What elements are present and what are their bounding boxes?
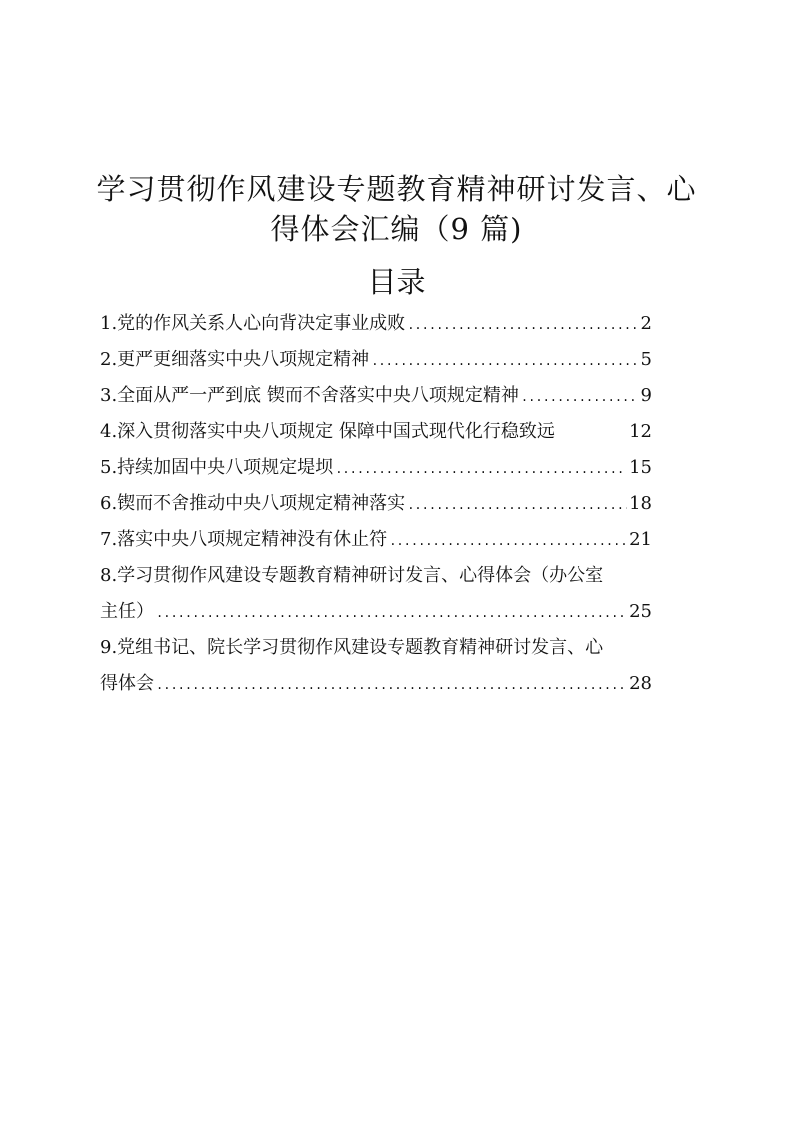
toc-entry-title: 2.更严更细落实中央八项规定精神 <box>100 349 370 370</box>
toc-entry-title: 1.党的作风关系人心向背决定事业成败 <box>100 313 406 334</box>
document-title <box>80 169 713 249</box>
toc-entry-title: 6.锲而不舍推动中央八项规定精神落实 <box>100 493 406 514</box>
toc-entry-title: 7.落实中央八项规定精神没有休止符 <box>100 529 388 550</box>
toc-leader <box>371 343 638 379</box>
toc-leader <box>389 523 627 559</box>
toc-entry-page: 12 <box>629 421 652 442</box>
toc-entry-page: 21 <box>629 529 652 550</box>
toc-entry-page: 28 <box>629 673 652 694</box>
toc-leader <box>335 451 627 487</box>
toc-leader <box>407 487 627 523</box>
toc-entry[interactable] <box>100 378 652 414</box>
toc-entry[interactable] <box>100 306 652 342</box>
table-of-contents <box>100 306 652 702</box>
toc-entry-title: 4.深入贯彻落实中央八项规定 保障中国式现代化行稳致远 <box>100 421 555 442</box>
toc-entry-title-line-1: 9.党组书记、院长学习贯彻作风建设专题教育精神研讨发言、心 <box>100 637 604 658</box>
toc-entry-title-line-1: 8.学习贯彻作风建设专题教育精神研讨发言、心得体会（办公室 <box>100 565 604 586</box>
toc-leader <box>156 667 627 703</box>
toc-entry-page: 25 <box>629 601 652 622</box>
toc-entry-title: 5.持续加固中央八项规定堤坝 <box>100 457 334 478</box>
toc-entry[interactable] <box>100 414 652 450</box>
toc-entry[interactable] <box>100 342 652 378</box>
toc-entry-title-line-2: 主任） <box>100 601 154 622</box>
toc-entry-page: 2 <box>640 313 652 334</box>
toc-leader <box>521 379 639 415</box>
toc-entry-page: 18 <box>629 493 652 514</box>
title-line-2: 得体会汇编（9 篇) <box>270 212 523 247</box>
toc-entry[interactable] <box>100 522 652 558</box>
title-line-1: 学习贯彻作风建设专题教育精神研讨发言、心 <box>96 172 697 207</box>
toc-entry[interactable] <box>100 486 652 522</box>
toc-entry-page: 15 <box>629 457 652 478</box>
toc-entry-page: 9 <box>640 385 652 406</box>
toc-leader <box>156 595 627 631</box>
toc-heading: 目录 <box>367 265 426 299</box>
toc-entry[interactable] <box>100 558 652 630</box>
toc-entry[interactable] <box>100 450 652 486</box>
toc-entry-title-line-2: 得体会 <box>100 673 154 694</box>
toc-entry-title: 3.全面从严一严到底 锲而不舍落实中央八项规定精神 <box>100 385 519 406</box>
toc-entry-page: 5 <box>640 349 652 370</box>
toc-entry[interactable] <box>100 630 652 702</box>
toc-leader <box>407 307 638 343</box>
